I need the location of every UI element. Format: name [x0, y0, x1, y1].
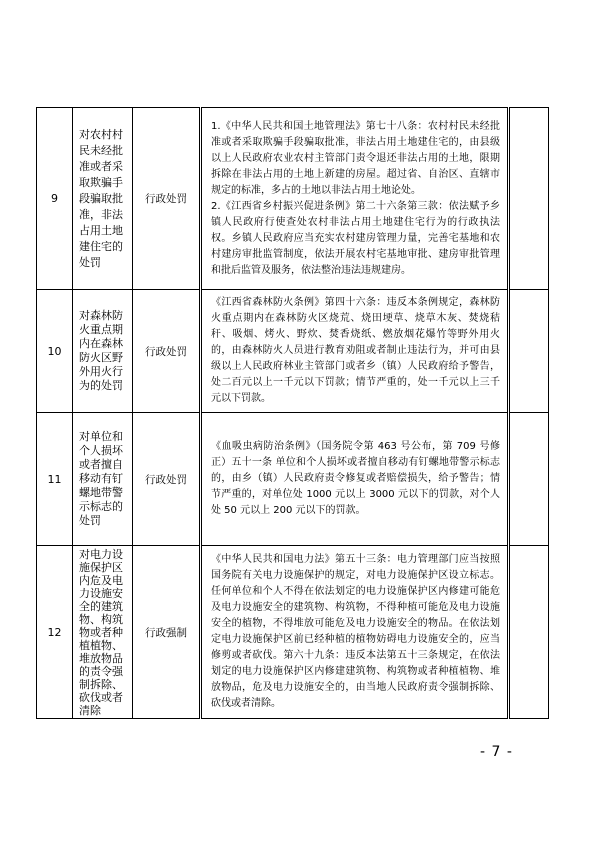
action-type: 行政处罚	[133, 290, 201, 413]
item-name: 对单位和个人损坏或者擅自移动有钉螺地带警示标志的处罚	[73, 413, 133, 546]
legal-basis-paragraph: 《江西省森林防火条例》第四十六条：违反本条例规定，森林防火重点期内在森林防火区烧荒、烧田埂草、烧草木灰、焚烧秸秆、吸烟、烤火、野炊、焚香烧纸、燃放烟花爆竹等野外用火的，由森林防火人员进行教育劝阻或者制止违法行为，并可由县级以上人民政府林业主管部门或者乡（镇）人民政府给予警告，处二百元以上一千元以下罚款；情节严重的，处一千元以上三千元以下罚款。	[211, 297, 500, 404]
legal-basis	[201, 290, 509, 413]
action-type: 行政处罚	[133, 413, 201, 546]
legal-basis-paragraph: 《中华人民共和国电力法》第五十三条：电力管理部门应当按照国务院有关电力设施保护的规定，对电力设施保护区设立标志。任何单位和个人不得在依法划定的电力设施保护区内修建可能危及电力设施安全的建筑物、构筑物，不得种植可能危及电力设施安全的植物，不得堆放可能危及电力设施安全的物品。在依法划定电力设施保护区前已经种植的植物妨碍电力设施安全的，应当修剪或者砍伐。第六十九条：违反本法第五十三条规定，在依法划定的电力设施保护区内修建建筑物、构筑物或者种植植物、堆放物品，危及电力设施安全的，由当地人民政府责令强制拆除、砍伐或者清除。	[211, 554, 500, 709]
item-name: 对森林防火重点期内在森林防火区野外用火行为的处罚	[73, 290, 133, 413]
page-number: - 7 -	[480, 744, 513, 760]
remarks-cell	[509, 546, 549, 719]
row-number: 9	[37, 108, 73, 290]
remarks-cell	[509, 413, 549, 546]
action-type: 行政强制	[133, 546, 201, 719]
remarks-cell	[509, 290, 549, 413]
item-name: 对电力设施保护区内危及电力设施安全的建筑物、构筑物或者种植植物、堆放物品的责令强制拆除、砍伐或者清除	[73, 546, 133, 719]
legal-basis-paragraph: 2.《江西省乡村振兴促进条例》第二十六条第三款：依法赋予乡镇人民政府行使查处农村非法占用土地建住宅行为的行政执法权。乡镇人民政府应当充实农村建房管理力量，完善宅基地和农村建房审批监管制度，依法开展农村宅基地审批、建房审批管理和批后监管及服务，依法整治违法违规建房。	[211, 200, 500, 276]
power-list-table	[36, 107, 549, 719]
table-row	[37, 413, 549, 546]
legal-basis-paragraph: 《血吸虫病防治条例》（国务院令第 463 号公布，第 709 号修正）五十一条 单位和个人损坏或者擅自移动有钉螺地带警示标志的，由乡（镇）人民政府责令修复或者赔偿损失，给予警告；情节严重的，对单位处 1000 元以上 3000 元以下的罚款，对个人处 50 元以上 200 元以下的罚款。	[211, 441, 500, 516]
row-number: 12	[37, 546, 73, 719]
legal-basis	[201, 108, 509, 290]
table-row	[37, 108, 549, 290]
row-number: 10	[37, 290, 73, 413]
table-row	[37, 290, 549, 413]
table-row	[37, 546, 549, 719]
row-number: 11	[37, 413, 73, 546]
remarks-cell	[509, 108, 549, 290]
legal-basis-paragraph: 1.《中华人民共和国土地管理法》第七十八条：农村村民未经批准或者采取欺骗手段骗取批准，非法占用土地建住宅的，由县级以上人民政府农业农村主管部门责令退还非法占用的土地，限期拆除在非法占用的土地上新建的房屋。超过省、自治区、直辖市规定的标准，多占的土地以非法占用土地论处。	[211, 120, 500, 196]
item-name: 对农村村民未经批准或者采取欺骗手段骗取批准，非法占用土地建住宅的处罚	[73, 108, 133, 290]
legal-basis	[201, 546, 509, 719]
legal-basis	[201, 413, 509, 546]
action-type: 行政处罚	[133, 108, 201, 290]
